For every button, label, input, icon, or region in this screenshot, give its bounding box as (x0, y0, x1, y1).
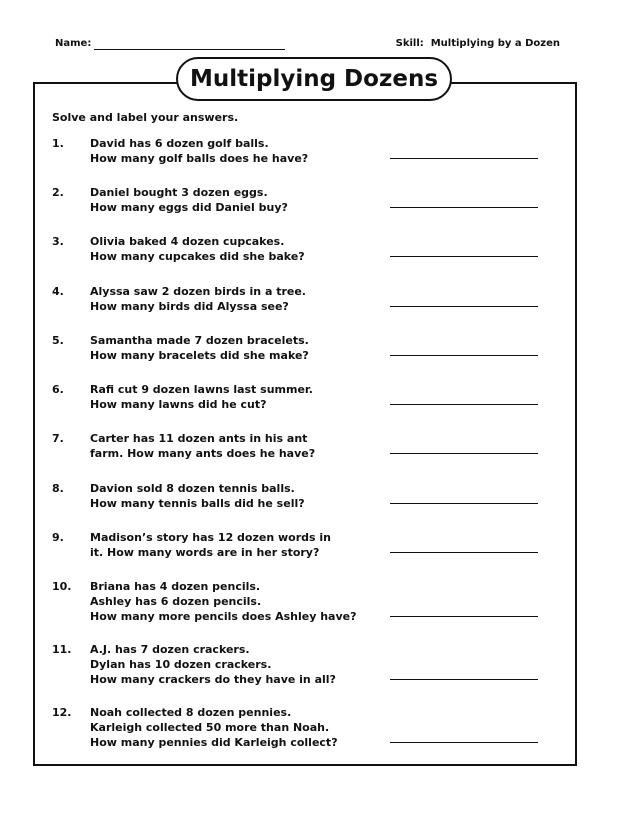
question-text: Davion sold 8 dozen tennis balls. How many tennis balls did he sell? (90, 482, 305, 510)
question-number: 7. (52, 432, 64, 445)
instructions: Solve and label your answers. (52, 111, 239, 124)
skill-label: Skill: Multiplying by a Dozen (395, 38, 560, 49)
question-text: A.J. has 7 dozen crackers. Dylan has 10 dozen crackers. How many crackers do they have in all? (90, 643, 336, 686)
question-text: Briana has 4 dozen pencils. Ashley has 6 dozen pencils. How many more pencils does Ashley have? (90, 580, 357, 623)
answer-line[interactable] (390, 256, 538, 257)
question-number: 8. (52, 482, 64, 495)
question-number: 6. (52, 383, 64, 396)
answer-line[interactable] (390, 453, 538, 454)
question-text: Alyssa saw 2 dozen birds in a tree. How many birds did Alyssa see? (90, 285, 306, 313)
question-number: 9. (52, 531, 64, 544)
answer-line[interactable] (390, 404, 538, 405)
question-number: 3. (52, 235, 64, 248)
question-text: Samantha made 7 dozen bracelets. How many bracelets did she make? (90, 334, 309, 362)
question-text: Daniel bought 3 dozen eggs. How many eggs did Daniel buy? (90, 186, 288, 214)
question-number: 11. (52, 643, 72, 656)
answer-line[interactable] (390, 207, 538, 208)
worksheet-title: Multiplying Dozens (176, 57, 452, 101)
question-text: Olivia baked 4 dozen cupcakes. How many cupcakes did she bake? (90, 235, 305, 263)
question-number: 2. (52, 186, 64, 199)
answer-line[interactable] (390, 355, 538, 356)
name-field-line[interactable] (94, 49, 285, 50)
question-number: 1. (52, 137, 64, 150)
question-text: David has 6 dozen golf balls. How many golf balls does he have? (90, 137, 309, 165)
question-text: Madison’s story has 12 dozen words in it. How many words are in her story? (90, 531, 332, 559)
answer-line[interactable] (390, 679, 538, 680)
answer-line[interactable] (390, 158, 538, 159)
name-label: Name: (55, 38, 92, 49)
question-number: 12. (52, 706, 72, 719)
question-number: 5. (52, 334, 64, 347)
question-number: 10. (52, 580, 72, 593)
answer-line[interactable] (390, 503, 538, 504)
question-text: Carter has 11 dozen ants in his ant farm. How many ants does he have? (90, 432, 316, 460)
worksheet-header (55, 38, 560, 54)
question-number: 4. (52, 285, 64, 298)
answer-line[interactable] (390, 552, 538, 553)
question-text: Noah collected 8 dozen pennies. Karleigh collected 50 more than Noah. How many pennies did Karleigh collect? (90, 706, 338, 749)
question-text: Rafi cut 9 dozen lawns last summer. How many lawns did he cut? (90, 383, 313, 411)
answer-line[interactable] (390, 742, 538, 743)
answer-line[interactable] (390, 306, 538, 307)
answer-line[interactable] (390, 616, 538, 617)
